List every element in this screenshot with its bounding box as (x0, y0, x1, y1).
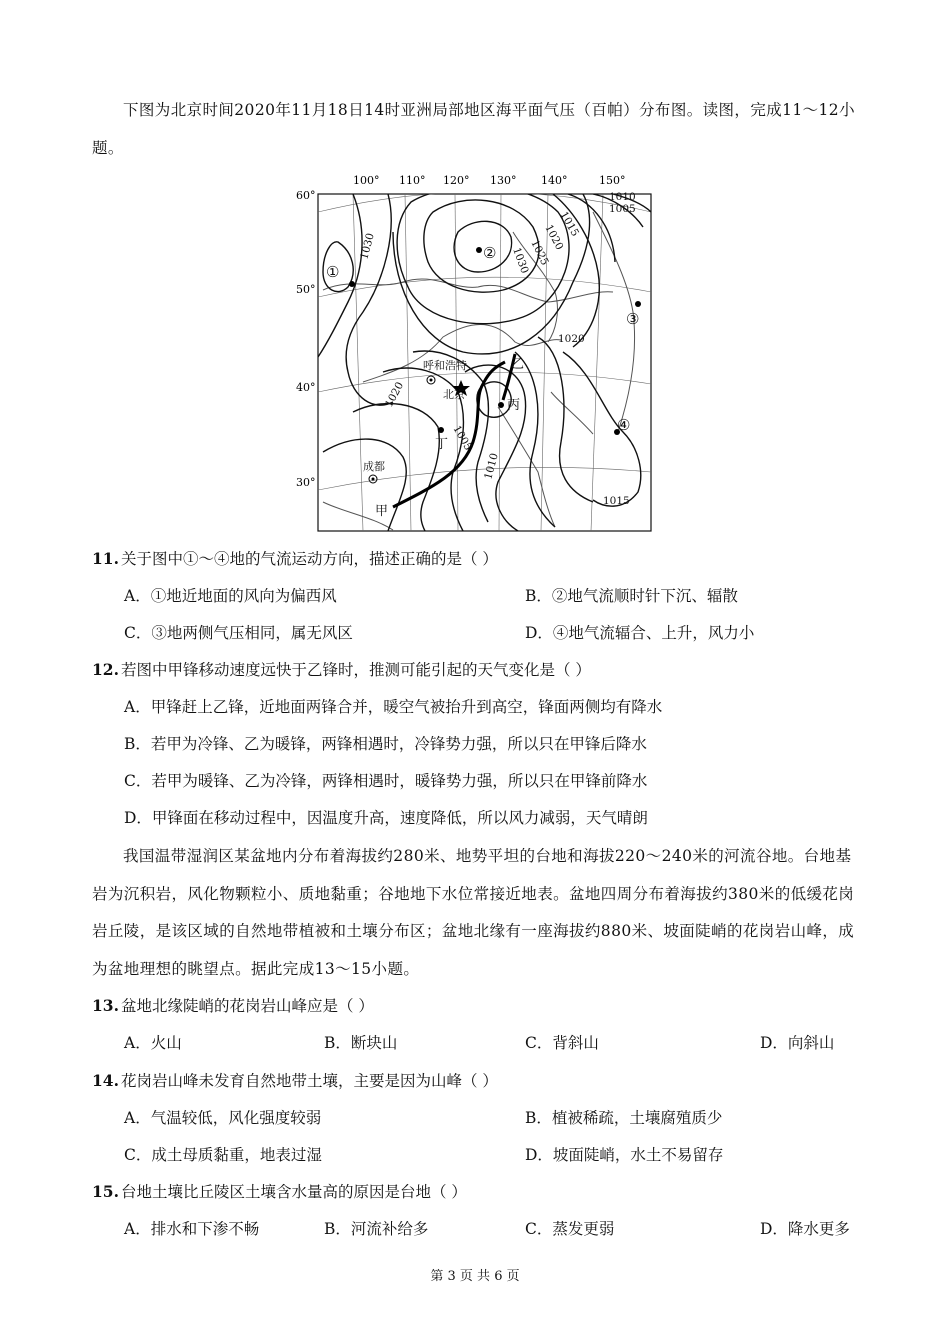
q14-option-c[interactable]: C．成土母质黏重，地表过湿 (124, 1146, 322, 1164)
place-label-chengdu: 成都 (363, 460, 385, 473)
q13-option-c[interactable]: C．背斜山 (525, 1034, 599, 1052)
lat-label: 30° (296, 476, 316, 489)
marker-4: ④ (617, 416, 631, 434)
isobar-label: 1005 (450, 423, 475, 453)
isobar-label: 1030 (358, 231, 377, 261)
intro-paragraph-2: 我国温带湿润区某盆地内分布着海拔约280米、地势平坦的台地和海拔220～240米的河流谷地。台地基岩为沉积岩，风化物颗粒小、质地黏重；谷地地下水位常接近地表。盆地四周分布着海拔约380米的低缓花岗岩丘陵，是该区域的自然地带植被和土壤分布区；盆地北缘有一座海拔约880米、坡面陡峭的花岗岩山峰，成为盆地理想的眺望点。据此完成13～15小题。 (92, 847, 855, 978)
q12-option-a[interactable]: A．甲锋赶上乙锋，近地面两锋合并，暖空气被抬升到高空，锋面两侧均有降水 (124, 698, 663, 716)
q14-option-d[interactable]: D．坡面陡峭，水土不易留存 (525, 1146, 724, 1164)
q15-option-b[interactable]: B．河流补给多 (324, 1220, 429, 1238)
place-label-ding: 丁 (435, 437, 449, 452)
q15-option-a[interactable]: A．排水和下渗不畅 (124, 1220, 260, 1238)
lat-label: 50° (296, 283, 316, 296)
question-15: 15. 台地土壤比丘陵区土壤含水量高的原因是台地（ ） (92, 1182, 467, 1201)
isobar-label: 1025 (528, 238, 551, 268)
lon-label: 130° (490, 174, 517, 187)
q11-option-d[interactable]: D．④地气流辐合、上升，风力小 (525, 624, 755, 642)
point-3-dot (635, 301, 641, 307)
q13-option-b[interactable]: B．断块山 (324, 1034, 398, 1052)
point-bing-dot (498, 402, 504, 408)
place-label-yi: 乙 (511, 357, 525, 372)
q11-option-c[interactable]: C．③地两侧气压相同，属无风区 (124, 624, 353, 642)
intro-paragraph-1: 下图为北京时间2020年11月18日14时亚洲局部地区海平面气压（百帕）分布图。读图，完成11～12小题。 (92, 101, 855, 157)
q14-option-a[interactable]: A．气温较低，风化强度较弱 (124, 1109, 322, 1127)
q15-option-c[interactable]: C．蒸发更弱 (525, 1220, 615, 1238)
question-13: 13. 盆地北缘陡峭的花岗岩山峰应是（ ） (92, 996, 374, 1015)
point-ding-dot (438, 427, 444, 433)
isobar-label: 1015 (557, 209, 582, 239)
q12-option-c[interactable]: C．若甲为暖锋、乙为冷锋，两锋相遇时，暖锋势力强，所以只在甲锋前降水 (124, 772, 648, 790)
marker-1: ① (326, 263, 340, 281)
q11-option-b[interactable]: B．②地气流顺时针下沉、辐散 (525, 587, 738, 605)
lon-label: 110° (399, 174, 426, 187)
lon-label: 100° (353, 174, 380, 187)
q11-option-a[interactable]: A．①地近地面的风向为偏西风 (124, 587, 337, 605)
place-label-beijing: 北京 (443, 388, 465, 401)
point-1-dot (349, 281, 355, 287)
q13-option-a[interactable]: A．火山 (124, 1034, 182, 1052)
lat-label: 40° (296, 381, 316, 394)
isobar-label: 1020 (542, 222, 566, 253)
isobar-label: 1015 (603, 495, 630, 507)
question-11: 11. 关于图中①～④地的气流运动方向，描述正确的是（ ） (92, 549, 498, 568)
q14-option-b[interactable]: B．植被稀疏，土壤腐殖质少 (525, 1109, 723, 1127)
lon-label: 140° (541, 174, 568, 187)
isobar-label: 1005 (609, 203, 636, 215)
q12-option-d[interactable]: D．甲锋面在移动过程中，因温度升高，速度降低，所以风力减弱，天气晴朗 (124, 809, 648, 827)
sea-level-pressure-map (293, 172, 659, 534)
place-label-hohhot: 呼和浩特 (423, 359, 467, 372)
isobar-label: 1020 (383, 380, 407, 410)
isobar-label: 1020 (558, 333, 585, 345)
lon-label: 120° (443, 174, 470, 187)
place-label-jia: 甲 (375, 504, 389, 519)
isobar-label: 1030 (510, 245, 531, 276)
place-label-bing: 丙 (507, 398, 521, 413)
marker-2: ② (483, 244, 497, 262)
marker-3: ③ (626, 310, 640, 328)
q13-option-d[interactable]: D．向斜山 (760, 1034, 835, 1052)
question-14: 14. 花岗岩山峰未发育自然地带土壤，主要是因为山峰（ ） (92, 1071, 498, 1090)
question-12: 12. 若图中甲锋移动速度远快于乙锋时，推测可能引起的天气变化是（ ） (92, 660, 591, 679)
point-2-dot (476, 247, 482, 253)
q12-option-b[interactable]: B．若甲为冷锋、乙为暖锋，两锋相遇时，冷锋势力强，所以只在甲锋后降水 (124, 735, 647, 753)
lat-label: 60° (296, 189, 316, 202)
isobar-label: 1010 (482, 451, 501, 481)
page-footer: 第 3 页 共 6 页 (430, 1269, 520, 1284)
isobar-label: 1010 (609, 191, 636, 203)
q15-option-d[interactable]: D．降水更多 (760, 1220, 850, 1238)
lon-label: 150° (599, 174, 626, 187)
